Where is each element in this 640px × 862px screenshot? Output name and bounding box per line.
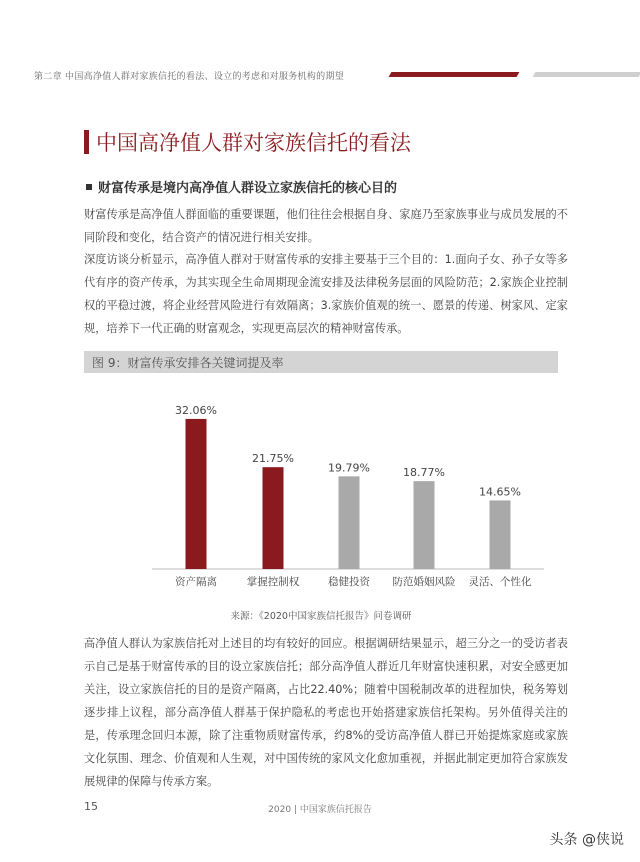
data-label-2: 21.75% [252,452,294,466]
data-label-4: 18.77% [403,466,445,480]
header-accent-gray [533,72,640,77]
data-label-3: 19.79% [328,461,370,475]
chart-source: 来源：《2020中国家族信托报告》问卷调研 [230,611,412,622]
category-label-4: 防范婚姻风险 [392,576,456,588]
data-label-5: 14.65% [479,485,521,499]
section-title: 中国高净值人群对家族信托的看法 [96,131,411,155]
page-number: 15 [84,800,98,813]
watermark: 头条 @侠说 [549,832,624,848]
category-label-1: 资产隔离 [175,576,217,588]
title-marker [84,130,89,154]
bar-4 [414,481,435,569]
chapter-header: 第二章 中国高净值人群对家族信托的看法、设立的考虑和对服务机构的期望 [34,72,345,82]
bar-5 [490,500,511,569]
bar-2 [263,467,284,569]
category-label-3: 稳健投资 [328,576,370,588]
footer-report-name: 2020 | 中国家族信托报告 [268,805,372,815]
data-label-1: 32.06% [175,403,217,417]
subtitle-bullet-icon [86,184,92,190]
paragraph-intro: 财富传承是高净值人群面临的重要课题，他们往往会根据自身、家庭乃至家族事业与成员发展的不同阶段和变化，结合资产的情况进行相关安排。 [84,208,568,244]
category-label-2: 掌握控制权 [246,576,300,588]
chart-title: 图 9：财富传承安排各关键词提及率 [92,356,284,370]
bar-1 [186,419,207,569]
bar-3 [339,476,360,569]
paragraph-analysis: 深度访谈分析显示，高净值人群对于财富传承的安排主要基于三个目的：1.面向子女、孙子女等多代有序的资产传承，为其实现全生命周期现金流安排及法律税务层面的风险防范；2.家族企业控制权的平稳过渡，将企业经营风险进行有效隔离；3.家族价值观的统一、愿景的传递、树家风、定家规，培养下一代正确的财富观念，实现更高层次的精神财富传承。 [84,253,568,335]
category-label-5: 灵活、个性化 [468,576,532,588]
chart-header [84,351,558,373]
header-accent-red [389,72,520,77]
section-subtitle: 财富传承是境内高净值人群设立家族信托的核心目的 [98,181,398,196]
bar-chart [84,373,558,605]
paragraph-findings: 高净值人群认为家族信托对上述目的均有较好的回应。根据调研结果显示，超三分之一的受访者表示自己是基于财富传承的目的设立家族信托；部分高净值人群近几年财富快速积累，对安全感更加关注，设立家族信托的目的是资产隔离，占比22.40%；随着中国税制改革的进程加快，税务筹划逐步排上议程，部分高净值人群基于保护隐私的考虑也开始搭建家族信托架构。另外值得关注的是，传承理念回归本源，除了注重物质财富传承，约8%的受访高净值人群已开始提炼家庭或家族文化氛围、理念、价值观和人生观，对中国传统的家风文化愈加重视，并据此制定更加符合家族发展规律的保障与传承方案。 [84,637,568,788]
